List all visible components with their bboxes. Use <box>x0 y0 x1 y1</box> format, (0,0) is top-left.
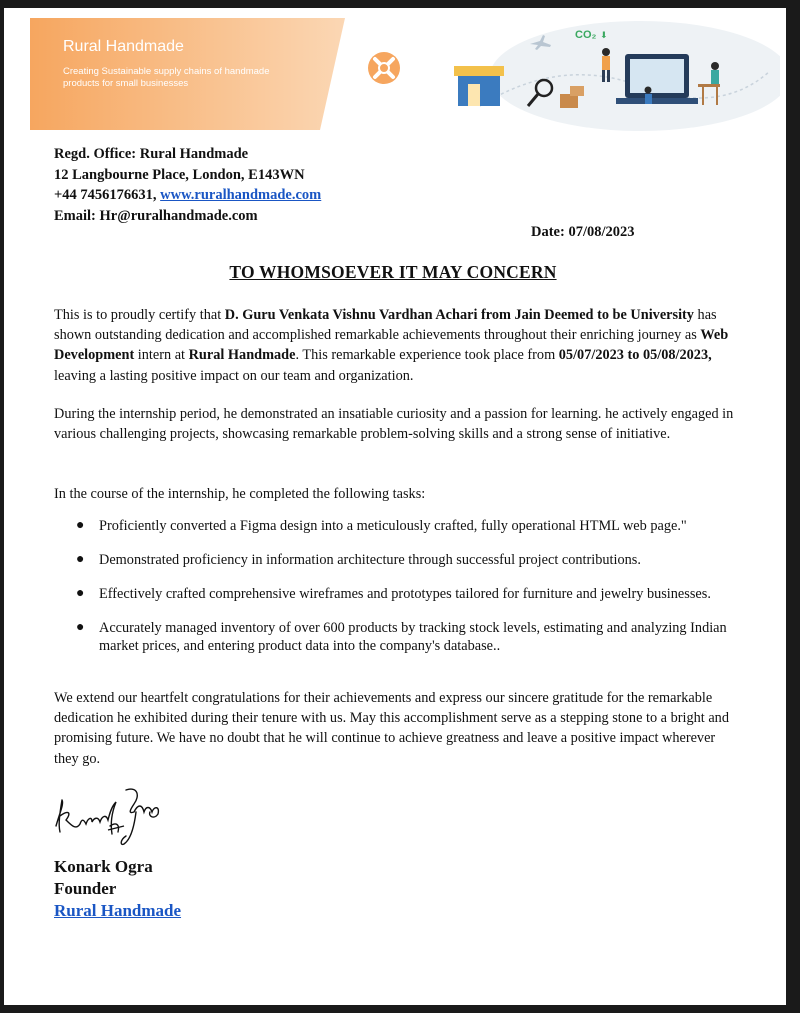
signatory-name: Konark Ogra <box>54 857 153 876</box>
supply-chain-illustration <box>440 16 780 132</box>
office-email: Email: Hr@ruralhandmade.com <box>54 207 258 224</box>
tasks-intro: In the course of the internship, he completed the following tasks: <box>54 486 426 502</box>
page-border-top <box>0 0 800 8</box>
intern-name: D. Guru Venkata Vishnu Vardhan Achari from Jain Deemed to be University <box>224 307 694 323</box>
task-text: Demonstrated proficiency in information architecture through successful project contributions. <box>99 552 641 568</box>
brand-tagline: Creating Sustainable supply chains of handmade products for small businesses <box>63 66 270 89</box>
signatory-title: Founder <box>54 879 117 898</box>
task-text: Accurately managed inventory of over 600 products by tracking stock levels, estimating and analyzing Indian market prices, and entering product data into the company's database.. <box>99 620 727 654</box>
letter-date: Date: 07/08/2023 <box>531 224 635 240</box>
svg-text:⬇: ⬇ <box>600 31 608 41</box>
intern-role: Web Development <box>54 327 729 364</box>
certification-paragraph <box>54 305 734 386</box>
list-item <box>54 619 744 655</box>
task-list <box>54 517 744 671</box>
logo-emblem-icon <box>366 50 402 86</box>
bullet-icon: ● <box>76 586 85 601</box>
p1-text-d: . This remarkable experience took place from <box>295 347 559 364</box>
office-phone: +44 7456176631, <box>54 187 161 203</box>
office-address-block <box>54 144 321 226</box>
task-text: Effectively crafted comprehensive wireframes and prototypes tailored for furniture and jewelry businesses. <box>99 586 711 602</box>
signatory-company-link[interactable]: Rural Handmade <box>54 901 182 920</box>
office-name: Regd. Office: Rural Handmade <box>54 146 249 162</box>
p1-text-e: leaving a lasting positive impact on our team and organization. <box>54 367 414 384</box>
page-border-right <box>786 0 800 1013</box>
office-contact-line <box>54 185 321 206</box>
p1-text-c: intern at <box>134 347 189 364</box>
p1-text-b: has shown outstanding dedication and accomplished remarkable achievements throughout their enriching journey as <box>54 307 717 344</box>
page-border-left <box>0 0 4 1013</box>
website-link[interactable]: www.ruralhandmade.com <box>160 187 322 203</box>
company-name: Rural Handmade <box>188 347 296 364</box>
bullet-icon: ● <box>76 518 85 533</box>
bullet-icon: ● <box>76 620 85 635</box>
task-text: Proficiently converted a Figma design into a meticulously crafted, fully operational HTML web page." <box>99 518 687 534</box>
list-item <box>54 517 744 535</box>
list-item <box>54 585 744 603</box>
letter-heading: TO WHOMSOEVER IT MAY CONCERN <box>229 262 557 282</box>
closing-paragraph: We extend our heartfelt congratulations for their achievements and express our sincere gratitude for the remarkable dedication he exhibited during their tenure with us. May this accomplishment serve as a stepping stone to a bright and promising future. We have no doubt that he will continue to achieve greatness and leave a positive impact wherever they go. <box>54 690 729 767</box>
internship-dates: 05/07/2023 to 05/08/2023, <box>558 347 712 364</box>
handwritten-signature <box>50 782 170 852</box>
brand-name: Rural Handmade <box>63 38 184 55</box>
performance-paragraph: During the internship period, he demonstrated an insatiable curiosity and a passion for learning. he actively engaged in various challenging projects, showcasing remarkable problem-solving skills and a strong sense of initiative. <box>54 406 734 443</box>
page-border-bottom <box>0 1005 800 1013</box>
p1-text-a: This is to proudly certify that <box>54 307 225 323</box>
office-street: 12 Langbourne Place, London, E143WN <box>54 166 305 183</box>
co2-label: CO₂ <box>575 29 597 41</box>
list-item <box>54 551 744 569</box>
bullet-icon: ● <box>76 552 85 567</box>
signatory-block <box>54 856 181 922</box>
